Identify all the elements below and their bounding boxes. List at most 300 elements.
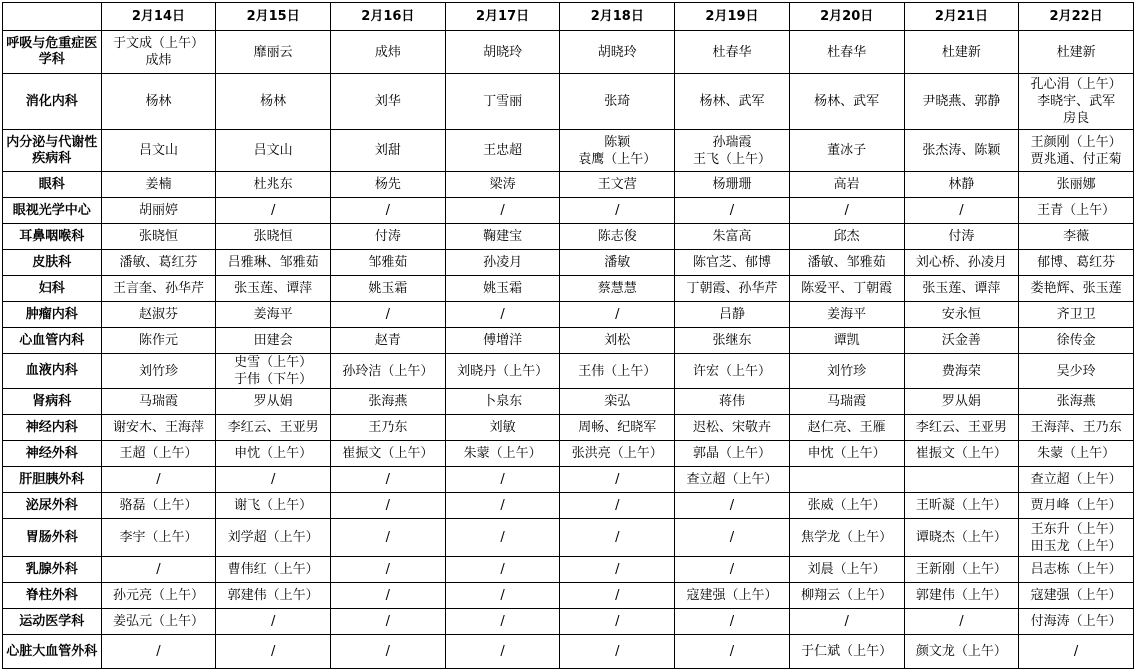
duty-cell [1019,467,1134,493]
doctor-name: 吕志栋（上午） [1030,562,1122,577]
duty-cell [331,389,446,415]
duty-cell [331,467,446,493]
duty-cell [904,130,1019,172]
doctor-name: 王伟（上午） [578,363,657,379]
duty-cell [1019,519,1134,557]
duty-cell [1019,172,1134,198]
doctor-name: / [270,614,276,629]
doctor-name: 王青（上午） [1037,203,1116,218]
doctor-name: 刘学超（上午） [227,530,319,545]
doctor-name: 吕雅琳、邹雅茹 [227,255,319,270]
duty-cell [675,172,790,198]
duty-cell [331,354,446,389]
duty-cell [675,354,790,389]
doctor-name: 吕静 [718,307,745,322]
duty-cell [216,276,331,302]
department-row [3,198,1134,224]
doctor-name: / [156,644,161,659]
doctor-name: 邹雅茹 [368,255,408,270]
doctor-name: 邱杰 [833,229,860,244]
doctor-name: / [385,644,391,659]
department-row [3,31,1134,74]
duty-cell [101,74,216,130]
department-name: 肾病科 [3,389,102,415]
department-row [3,609,1134,635]
duty-cell [101,250,216,276]
department-name: 泌尿外科 [3,493,102,519]
duty-cell [560,74,675,130]
doctor-name: 姚玉霜 [368,281,408,296]
duty-cell [675,441,790,467]
doctor-name: 房良 [1063,111,1090,126]
department-name: 眼视光学中心 [3,198,102,224]
doctor-name: 吕文山 [253,143,293,158]
duty-cell [216,302,331,328]
duty-cell [904,493,1019,519]
doctor-name: 董冰子 [827,143,867,158]
doctor-name: 付涛 [948,229,975,244]
duty-cell [216,328,331,354]
duty-cell [789,609,904,635]
doctor-name: 丁朝霞、孙华芹 [686,281,778,296]
doctor-name: 张玉莲、谭萍 [922,281,1001,296]
date-header: 2月14日 [101,3,216,31]
duty-cell [675,328,790,354]
schedule-body [3,31,1134,669]
doctor-name: / [615,472,620,487]
duty-cell [445,328,560,354]
doctor-name: 赵青 [374,333,401,348]
doctor-name: 梁涛 [489,177,516,192]
doctor-name: 赵淑芬 [138,307,178,322]
doctor-name: 潘敏、葛红芬 [119,255,198,270]
doctor-name: / [500,588,505,603]
doctor-name: 申忱（上午） [807,446,886,461]
duty-cell [445,354,560,389]
duty-cell [101,467,216,493]
department-row [3,493,1134,519]
doctor-name: 杜建新 [941,44,981,60]
duty-cell [331,328,446,354]
date-header: 2月20日 [789,3,904,31]
duty-cell [789,172,904,198]
doctor-name: 王超（上午） [119,446,198,461]
duty-cell [560,557,675,583]
date-header: 2月16日 [331,3,446,31]
doctor-name: 郁博、葛红芬 [1037,255,1116,270]
duty-cell [101,389,216,415]
department-name: 胃肠外科 [3,519,102,557]
duty-cell [445,172,560,198]
duty-cell [331,609,446,635]
duty-cell [904,250,1019,276]
department-row [3,415,1134,441]
doctor-name: 查立超（上午） [1030,472,1122,487]
duty-cell [216,415,331,441]
department-name: 眼科 [3,172,102,198]
doctor-name: 成炜 [145,53,172,68]
doctor-name: 郭晶（上午） [692,446,771,461]
doctor-name: / [615,588,620,603]
department-name: 运动医学科 [3,609,102,635]
duty-cell [789,354,904,389]
duty-cell [216,354,331,389]
duty-cell [560,172,675,198]
duty-cell [331,276,446,302]
doctor-name: / [500,530,505,545]
duty-cell [331,198,446,224]
date-header: 2月15日 [216,3,331,31]
doctor-name: 于伟（下午） [234,372,313,387]
duty-cell [675,31,790,74]
doctor-name: 谭凯 [833,333,860,348]
duty-cell [216,557,331,583]
doctor-name: / [385,588,391,603]
doctor-name: 张继东 [712,333,752,348]
department-name: 皮肤科 [3,250,102,276]
department-name: 肿瘤内科 [3,302,102,328]
doctor-name: / [729,562,735,577]
doctor-name: 许宏（上午） [692,363,771,379]
duty-cell [1019,389,1134,415]
duty-cell [216,635,331,669]
duty-cell [101,172,216,198]
doctor-name: / [385,472,391,487]
doctor-name: 史雪（上午） [234,355,313,370]
doctor-name: 王飞（上午） [692,151,771,167]
doctor-name: 张威（上午） [807,498,886,513]
doctor-name: / [729,614,735,629]
duty-cell [675,130,790,172]
duty-cell [331,441,446,467]
duty-cell [560,441,675,467]
doctor-name: 田玉龙（上午） [1030,538,1122,554]
doctor-name: 杨先 [374,177,401,192]
duty-cell [789,493,904,519]
date-header: 2月17日 [445,3,560,31]
doctor-name: 骆磊（上午） [119,498,198,513]
duty-cell [904,276,1019,302]
duty-cell [789,583,904,609]
duty-cell [331,583,446,609]
duty-cell [560,354,675,389]
doctor-name: 傅增洋 [483,333,523,348]
duty-cell [1019,354,1134,389]
duty-cell [560,467,675,493]
doctor-name: 谭晓杰（上午） [915,530,1007,545]
doctor-name: / [959,203,964,218]
duty-cell [216,224,331,250]
duty-cell [1019,328,1134,354]
doctor-name: / [385,203,391,218]
duty-cell [789,224,904,250]
duty-cell [445,467,560,493]
duty-cell [560,302,675,328]
department-name: 神经外科 [3,441,102,467]
doctor-name: 寇建强（上午） [686,588,778,603]
duty-cell [331,519,446,557]
doctor-name: 刘甜 [374,143,401,158]
duty-cell [331,130,446,172]
duty-cell [331,302,446,328]
doctor-name: / [385,307,391,322]
department-name: 神经内科 [3,415,102,441]
doctor-name: 吴少玲 [1056,363,1096,379]
duty-cell [560,415,675,441]
duty-cell [445,519,560,557]
department-name: 呼吸与危重症医学科 [3,31,102,74]
duty-cell [675,583,790,609]
duty-cell [789,389,904,415]
doctor-name: 谢安木、王海萍 [112,420,204,435]
doctor-name: 杨珊珊 [712,177,752,192]
doctor-name: 安永恒 [941,307,981,322]
duty-cell [560,198,675,224]
duty-cell [216,74,331,130]
department-row [3,557,1134,583]
duty-cell [445,130,560,172]
doctor-name: 费海荣 [941,363,981,379]
duty-cell [1019,583,1134,609]
duty-cell [216,31,331,74]
duty-cell [216,130,331,172]
doctor-name: 张晓恒 [253,229,293,244]
duty-cell [904,389,1019,415]
department-row [3,276,1134,302]
doctor-name: 王新刚（上午） [915,562,1007,577]
date-header: 2月18日 [560,3,675,31]
doctor-name: / [500,472,505,487]
duty-cell [675,467,790,493]
duty-cell [216,467,331,493]
doctor-name: / [729,203,735,218]
duty-cell [445,224,560,250]
duty-cell [216,493,331,519]
doctor-name: / [500,307,505,322]
doctor-name: 杜春华 [827,44,867,60]
duty-cell [904,441,1019,467]
doctor-name: 丁雪丽 [483,94,523,109]
department-name: 乳腺外科 [3,557,102,583]
duty-cell [560,583,675,609]
duty-cell [560,224,675,250]
doctor-name: 陈爱平、丁朝霞 [801,281,893,296]
duty-cell [1019,415,1134,441]
doctor-name: 胡晓玲 [483,44,523,60]
doctor-name: 郭建伟（上午） [915,588,1007,603]
doctor-name: / [615,530,620,545]
duty-cell [904,74,1019,130]
department-row [3,250,1134,276]
duty-cell [331,250,446,276]
doctor-name: 付海涛（上午） [1030,614,1122,629]
duty-cell [789,441,904,467]
date-header: 2月19日 [675,3,790,31]
duty-cell [675,493,790,519]
doctor-name: 柳翔云（上午） [801,588,893,603]
doctor-name: 王昕凝（上午） [915,498,1007,513]
duty-cell [216,609,331,635]
duty-cell [445,583,560,609]
doctor-name: / [500,644,505,659]
doctor-name: 贾月峰（上午） [1030,498,1122,513]
duty-cell [101,31,216,74]
doctor-name: 王乃东 [368,420,408,435]
duty-cell [904,354,1019,389]
doctor-name: 寇建强（上午） [1030,588,1122,603]
doctor-name: / [844,614,849,629]
duty-cell [789,519,904,557]
duty-cell [789,467,904,493]
duty-cell [560,31,675,74]
department-row [3,441,1134,467]
doctor-name: / [615,644,620,659]
duty-cell [675,635,790,669]
duty-cell [1019,198,1134,224]
corner-cell [3,3,102,31]
doctor-name: 张琦 [604,94,631,109]
doctor-name: 刘松 [604,333,631,348]
doctor-name: 胡丽婷 [138,203,178,218]
department-row [3,389,1134,415]
header-row [3,3,1134,31]
duty-cell [216,198,331,224]
doctor-name: 张丽娜 [1056,177,1096,192]
duty-cell [445,415,560,441]
duty-cell [904,328,1019,354]
doctor-name: / [156,562,161,577]
doctor-name: 于仁斌（上午） [801,644,893,659]
duty-cell [1019,557,1134,583]
doctor-name: 卜泉东 [483,394,523,409]
duty-cell [216,583,331,609]
duty-cell [101,354,216,389]
duty-cell [331,635,446,669]
doctor-name: 赵仁亮、王雁 [807,420,886,435]
doctor-name: 马瑞霞 [138,394,178,409]
doctor-name: / [385,614,391,629]
doctor-name: / [729,498,735,513]
duty-cell [1019,609,1134,635]
duty-cell [101,198,216,224]
duty-cell [1019,635,1134,669]
duty-cell [445,74,560,130]
duty-cell [1019,74,1134,130]
doctor-name: / [615,562,620,577]
duty-cell [675,609,790,635]
doctor-name: / [156,472,161,487]
doctor-name: 陈志俊 [597,229,637,244]
duty-cell [904,31,1019,74]
doctor-name: / [385,562,391,577]
duty-cell [331,557,446,583]
doctor-name: 张海燕 [1056,394,1096,409]
duty-cell [216,389,331,415]
doctor-name: 孔心涓（上午） [1030,77,1122,92]
department-row [3,74,1134,130]
duty-cell [1019,31,1134,74]
doctor-name: 刘心桥、孙凌月 [915,255,1007,270]
doctor-name: 王忠超 [483,143,523,158]
duty-cell [789,635,904,669]
department-row [3,354,1134,389]
duty-cell [789,31,904,74]
doctor-name: 姜弘元（上午） [112,614,204,629]
duty-schedule-table [2,2,1134,669]
duty-cell [675,224,790,250]
doctor-name: 申忱（上午） [234,446,313,461]
doctor-name: / [500,203,505,218]
doctor-name: 胡晓玲 [597,44,637,60]
duty-cell [675,276,790,302]
duty-cell [560,250,675,276]
doctor-name: 贾兆通、付正菊 [1030,151,1122,167]
duty-cell [101,583,216,609]
duty-cell [445,198,560,224]
doctor-name: 姜海平 [827,307,867,322]
doctor-name: 李红云、王亚男 [227,420,319,435]
doctor-name: 孙凌月 [483,255,523,270]
duty-cell [560,276,675,302]
duty-cell [101,609,216,635]
doctor-name: 沃金善 [941,333,981,348]
duty-cell [101,415,216,441]
department-name: 耳鼻咽喉科 [3,224,102,250]
doctor-name: 姜海平 [253,307,293,322]
doctor-name: 齐卫卫 [1056,307,1096,322]
duty-cell [675,519,790,557]
duty-cell [101,519,216,557]
duty-cell [101,635,216,669]
duty-cell [904,583,1019,609]
doctor-name: 吕文山 [138,143,178,158]
doctor-name: 陈作元 [138,333,178,348]
doctor-name: 崔振文（上午） [342,446,434,461]
duty-cell [904,415,1019,441]
duty-cell [101,130,216,172]
department-row [3,519,1134,557]
duty-cell [675,250,790,276]
department-row [3,635,1134,669]
doctor-name: 杜春华 [712,44,752,60]
doctor-name: 姜楠 [145,177,172,192]
doctor-name: 刘华 [374,94,401,109]
duty-cell [1019,493,1134,519]
duty-cell [904,302,1019,328]
duty-cell [789,328,904,354]
doctor-name: 蔡慧慧 [597,281,637,296]
doctor-name: 鞠建宝 [483,229,523,244]
doctor-name: 孙瑞霞 [712,134,752,150]
department-name: 内分泌与代谢性疾病科 [3,130,102,172]
doctor-name: 王东升（上午） [1030,521,1122,537]
duty-cell [1019,250,1134,276]
doctor-name: 栾弘 [604,394,631,409]
doctor-name: 潘敏、邹雅茹 [807,255,886,270]
duty-cell [1019,130,1134,172]
duty-cell [904,519,1019,557]
doctor-name: 张海燕 [368,394,408,409]
department-row [3,302,1134,328]
duty-cell [560,635,675,669]
doctor-name: 姚玉霜 [483,281,523,296]
doctor-name: / [1073,644,1079,659]
doctor-name: / [844,203,849,218]
duty-cell [675,557,790,583]
duty-cell [789,74,904,130]
duty-cell [904,609,1019,635]
duty-cell [1019,276,1134,302]
